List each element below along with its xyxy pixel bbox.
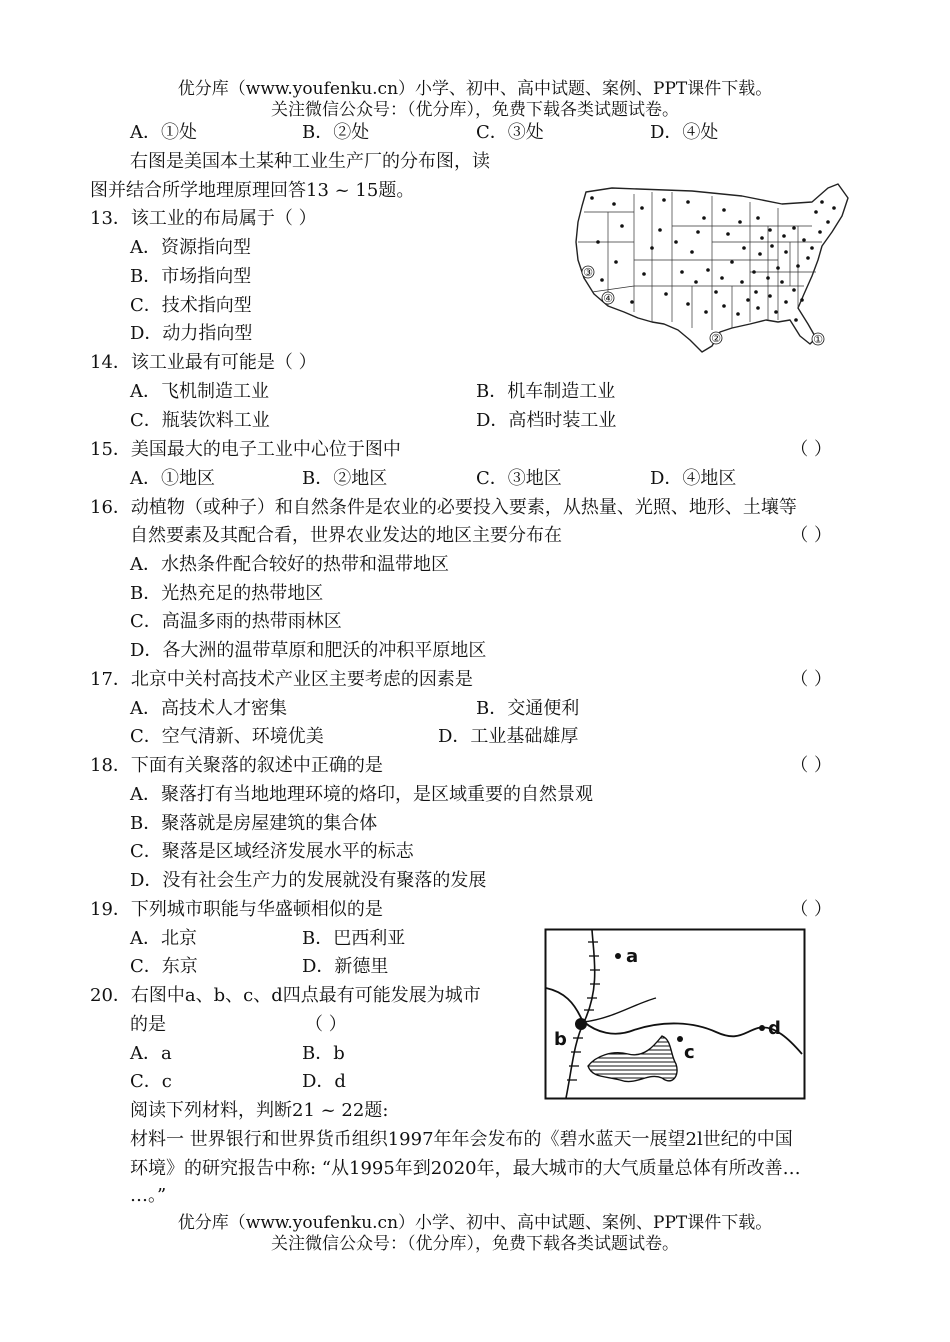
q16-option-d: D．各大洲的温带草原和肥沃的冲积平原地区: [130, 640, 487, 661]
read-21-material-line-2: 环境》的研究报告中称: “从1995年到2020年，最大城市的大气质量总体有所改善…: [130, 1158, 801, 1179]
q17-option-b: B．交通便利: [476, 698, 580, 719]
q14-option-a: A．飞机制造工业: [130, 381, 269, 402]
marker-2: ②: [711, 332, 721, 345]
read-21-material-line-1: 材料一 世界银行和世界货币组织1997年年会发布的《碧水蓝天一展望2l世纪的中国: [130, 1129, 793, 1150]
q20-option-a: A．a: [130, 1043, 172, 1064]
header-line-1: 优分库（www.youfenku.cn）小学、初中、高中试题、案例、PPT课件下载。: [177, 79, 773, 99]
q12-option-b: B．②处: [302, 122, 370, 143]
q18-option-b: B．聚落就是房屋建筑的集合体: [130, 813, 378, 834]
q12-option-a: A．①处: [130, 122, 197, 143]
q17-option-d: D．工业基础雄厚: [438, 726, 579, 747]
q17-option-c: C．空气清新、环境优美: [130, 726, 324, 747]
q20-option-b: B．b: [302, 1043, 345, 1064]
q16-stem-line-1: 16．动植物（或种子）和自然条件是农业的必要投入要素，从热量、光照、地形、土壤等: [90, 497, 797, 518]
q16-stem-line-2: 自然要素及其配合看，世界农业发达的地区主要分布在: [130, 525, 562, 546]
q12-option-c: C．③处: [476, 122, 544, 143]
read-21-intro: 阅读下列材料，判断21 ~ 22题:: [130, 1100, 389, 1121]
q20-option-c: C．c: [130, 1071, 172, 1092]
q19-option-c: C．东京: [130, 956, 198, 977]
header-line-2: 关注微信公众号：（优分库），免费下载各类试题试卷。: [271, 100, 679, 120]
q14-option-c: C．瓶装饮料工业: [130, 410, 270, 431]
intro-13-line-1: 右图是美国本土某种工业生产厂的分布图，读: [130, 151, 490, 172]
q17-answer-paren: （ ）: [790, 669, 832, 690]
q19-option-d: D．新德里: [302, 956, 389, 977]
point-c-label: c: [684, 1042, 695, 1063]
q15-option-d: D．④地区: [650, 468, 737, 489]
q13-option-d: D．动力指向型: [130, 323, 253, 344]
q15-option-b: B．②地区: [302, 468, 388, 489]
point-d-label: d: [768, 1018, 781, 1039]
q20-stem-line-2: 的是: [130, 1014, 166, 1035]
q18-stem: 18．下面有关聚落的叙述中正确的是: [90, 755, 383, 776]
q19-answer-paren: （ ）: [790, 899, 832, 920]
q13-option-a: A．资源指向型: [130, 237, 251, 258]
q16-option-c: C．高温多雨的热带雨林区: [130, 611, 342, 632]
read-21-material-line-3: …。”: [130, 1185, 167, 1206]
q14-option-d: D．高档时装工业: [476, 410, 617, 431]
q17-option-a: A．高技术人才密集: [130, 698, 287, 719]
q14-option-b: B．机车制造工业: [476, 381, 616, 402]
footer-line-2: 关注微信公众号：（优分库），免费下载各类试题试卷。: [271, 1234, 679, 1254]
q20-stem-line-1: 20．右图中a、b、c、d四点最有可能发展为城市: [90, 985, 481, 1006]
q14-stem: 14．该工业最有可能是（ ）: [90, 352, 317, 373]
point-a-label: a: [626, 946, 639, 967]
point-b-label: b: [554, 1029, 567, 1050]
q17-stem: 17．北京中关村高技术产业区主要考虑的因素是: [90, 669, 473, 690]
q13-option-c: C．技术指向型: [130, 295, 252, 316]
q13-stem: 13．该工业的布局属于（ ）: [90, 208, 317, 229]
q13-option-b: B．市场指向型: [130, 266, 252, 287]
marker-4: ④: [603, 292, 613, 305]
settlement-site-map: [544, 928, 806, 1100]
q16-answer-paren: （ ）: [790, 525, 832, 546]
q18-option-c: C．聚落是区域经济发展水平的标志: [130, 841, 414, 862]
q12-option-d: D．④处: [650, 122, 719, 143]
q15-stem: 15．美国最大的电子工业中心位于图中: [90, 439, 401, 460]
footer-line-1: 优分库（www.youfenku.cn）小学、初中、高中试题、案例、PPT课件下载。: [177, 1213, 773, 1233]
intro-13-line-2: 图并结合所学地理原理回答13 ~ 15题。: [90, 180, 415, 201]
q18-option-a: A．聚落打有当地地理环境的烙印，是区域重要的自然景观: [130, 784, 593, 805]
us-factory-map: [572, 182, 858, 358]
q20-answer-paren: （ ）: [305, 1014, 347, 1035]
q20-option-d: D．d: [302, 1071, 346, 1092]
q15-option-a: A．①地区: [130, 468, 215, 489]
q16-option-a: A．水热条件配合较好的热带和温带地区: [130, 554, 449, 575]
q15-answer-paren: （ ）: [790, 439, 832, 460]
q18-answer-paren: （ ）: [790, 755, 832, 776]
q19-stem: 19．下列城市职能与华盛顿相似的是: [90, 899, 383, 920]
q19-option-a: A．北京: [130, 928, 197, 949]
q16-option-b: B．光热充足的热带地区: [130, 583, 324, 604]
marker-1: ①: [813, 333, 823, 346]
q15-option-c: C．③地区: [476, 468, 562, 489]
marker-3: ③: [583, 266, 593, 279]
q19-option-b: B．巴西利亚: [302, 928, 406, 949]
q18-option-d: D．没有社会生产力的发展就没有聚落的发展: [130, 870, 487, 891]
